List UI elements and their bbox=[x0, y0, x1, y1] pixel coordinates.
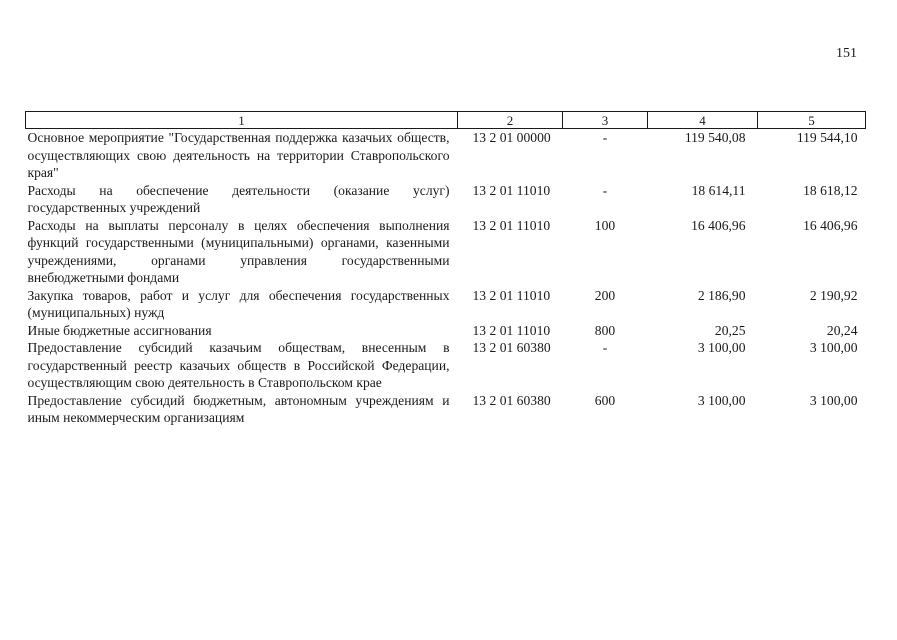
row-code: 13 2 01 60380 bbox=[472, 340, 551, 355]
table-row bbox=[26, 322, 866, 340]
row-sum-1: 2 186,90 bbox=[697, 287, 746, 303]
row-name: Расходы на выплаты персоналу в целях обеспечения выполнения функций государственными (муниципальными) органами, казенными учреждениями, органами управления государственными внебюджетными фондами bbox=[27, 217, 450, 285]
row-code: 13 2 01 60380 bbox=[472, 392, 551, 408]
row-sum-2: 3 100,00 bbox=[809, 392, 858, 408]
table-row bbox=[26, 217, 866, 287]
row-expense-type: - bbox=[602, 340, 608, 355]
column-header-2: 2 bbox=[458, 112, 563, 129]
row-sum-2: 3 100,00 bbox=[809, 340, 858, 355]
row-sum-1: 16 406,96 bbox=[691, 217, 746, 233]
row-code: 13 2 01 11010 bbox=[472, 217, 551, 233]
row-sum-1: 3 100,00 bbox=[697, 340, 746, 355]
table-row bbox=[26, 182, 866, 217]
table-header-row bbox=[26, 112, 866, 129]
page-number: 151 bbox=[836, 46, 857, 61]
row-code: 13 2 01 11010 bbox=[472, 322, 551, 338]
row-name: Закупка товаров, работ и услуг для обеспечения государственных (муниципальных) нужд bbox=[27, 287, 450, 320]
budget-table bbox=[25, 111, 866, 427]
table-row bbox=[26, 287, 866, 322]
row-sum-1: 119 540,08 bbox=[684, 130, 746, 145]
row-sum-2: 2 190,92 bbox=[809, 287, 858, 303]
row-expense-type: 800 bbox=[594, 322, 616, 338]
row-name: Предоставление субсидий бюджетным, автономным учреждениям и иным некоммерческим организациям bbox=[27, 392, 450, 425]
row-expense-type: - bbox=[602, 130, 608, 145]
row-name: Предоставление субсидий казачьим обществам, внесенным в государственный реестр казачьих обществ в Российской Федерации, осуществляющим свою деятельность в Ставропольском крае bbox=[27, 340, 450, 390]
row-sum-2: 119 544,10 bbox=[796, 130, 858, 145]
column-header-4: 4 bbox=[648, 112, 758, 129]
row-expense-type: 600 bbox=[594, 392, 616, 408]
row-sum-2: 18 618,12 bbox=[803, 182, 858, 198]
row-sum-1: 18 614,11 bbox=[691, 182, 746, 198]
row-sum-1: 3 100,00 bbox=[697, 392, 746, 408]
row-name: Иные бюджетные ассигнования bbox=[27, 322, 212, 338]
row-sum-2: 16 406,96 bbox=[803, 217, 858, 233]
row-sum-1: 20,25 bbox=[714, 322, 746, 338]
column-header-1: 1 bbox=[26, 112, 458, 129]
row-expense-type: 200 bbox=[594, 287, 616, 303]
table-row bbox=[26, 392, 866, 427]
row-code: 13 2 01 11010 bbox=[472, 287, 551, 303]
row-expense-type: - bbox=[602, 182, 608, 198]
row-code: 13 2 01 11010 bbox=[472, 182, 551, 198]
row-code: 13 2 01 00000 bbox=[472, 130, 551, 145]
table-row bbox=[26, 129, 866, 182]
row-name: Расходы на обеспечение деятельности (оказание услуг) государственных учреждений bbox=[27, 182, 450, 215]
row-name: Основное мероприятие "Государственная поддержка казачьих обществ, осуществляющих свою деятельность на территории Ставропольского края" bbox=[27, 130, 450, 180]
column-header-5: 5 bbox=[758, 112, 866, 129]
row-sum-2: 20,24 bbox=[826, 322, 858, 338]
column-header-3: 3 bbox=[563, 112, 648, 129]
table-row bbox=[26, 339, 866, 392]
row-expense-type: 100 bbox=[594, 217, 616, 233]
